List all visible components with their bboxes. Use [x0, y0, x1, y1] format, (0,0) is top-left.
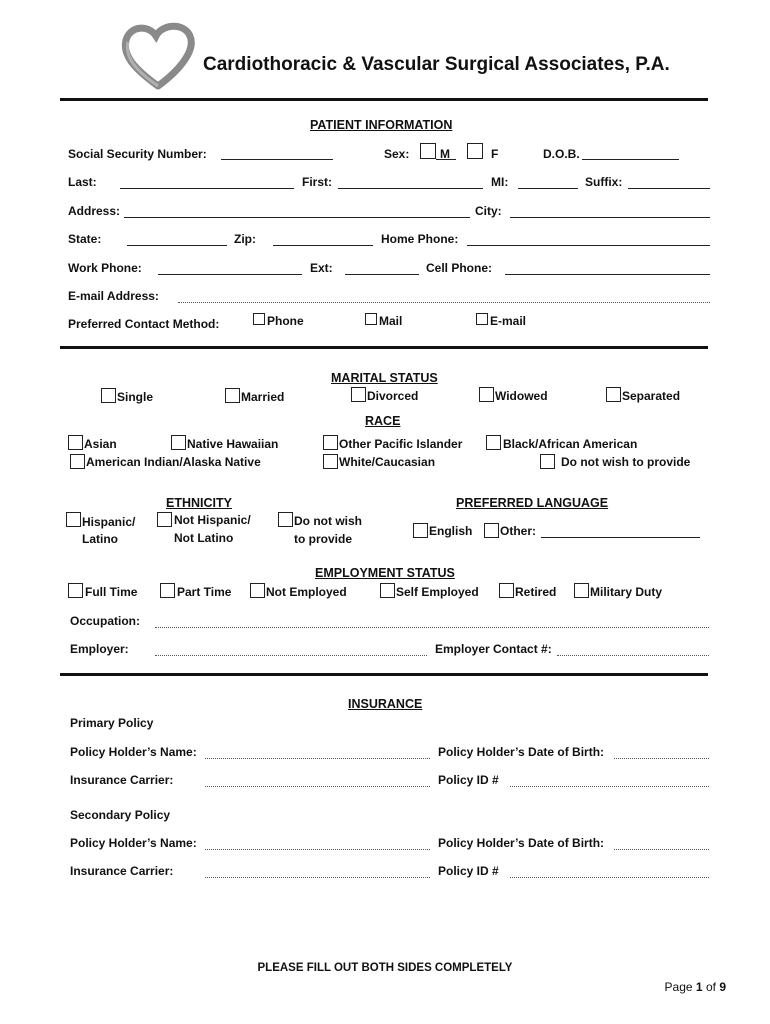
- employment-part-time-checkbox[interactable]: [160, 583, 175, 598]
- primary-carrier-field[interactable]: [205, 786, 430, 787]
- state-label: State:: [68, 232, 102, 246]
- race-black-checkbox[interactable]: [486, 435, 501, 450]
- email-field[interactable]: [178, 302, 710, 303]
- ethnicity-not-hispanic-label-2: Not Latino: [174, 531, 234, 545]
- race-asian-label: Asian: [84, 437, 117, 451]
- secondary-policy-id-field[interactable]: [510, 877, 709, 878]
- last-name-label: Last:: [68, 175, 97, 189]
- home-phone-field[interactable]: [467, 245, 710, 246]
- last-name-field[interactable]: [120, 188, 294, 189]
- heart-logo-icon: [118, 22, 198, 94]
- primary-holder-name-field[interactable]: [205, 758, 430, 759]
- ssn-label: Social Security Number:: [68, 147, 207, 161]
- occupation-label: Occupation:: [70, 614, 141, 628]
- preferred-contact-label: Preferred Contact Method:: [68, 317, 220, 331]
- employment-part-time-label: Part Time: [177, 585, 232, 599]
- language-other-checkbox[interactable]: [484, 523, 499, 538]
- ext-label: Ext:: [310, 261, 333, 275]
- contact-mail-checkbox[interactable]: [365, 313, 377, 325]
- language-english-checkbox[interactable]: [413, 523, 428, 538]
- first-name-field[interactable]: [338, 188, 483, 189]
- secondary-carrier-field[interactable]: [205, 877, 430, 878]
- secondary-policy-label: Secondary Policy: [70, 808, 171, 822]
- marital-separated-label: Separated: [622, 389, 681, 403]
- state-field[interactable]: [127, 245, 227, 246]
- employer-contact-field[interactable]: [557, 655, 709, 656]
- employment-military-label: Military Duty: [590, 585, 663, 599]
- employment-heading: EMPLOYMENT STATUS: [315, 566, 455, 580]
- header-divider: [60, 98, 708, 101]
- ext-field[interactable]: [345, 274, 419, 275]
- employment-self-employed-label: Self Employed: [396, 585, 479, 599]
- ethnicity-not-hispanic-checkbox[interactable]: [157, 512, 172, 527]
- primary-holder-dob-label: Policy Holder’s Date of Birth:: [438, 745, 605, 759]
- race-native-hawaiian-checkbox[interactable]: [171, 435, 186, 450]
- race-american-indian-checkbox[interactable]: [70, 454, 85, 469]
- page-number: [665, 980, 726, 994]
- employment-self-employed-checkbox[interactable]: [380, 583, 395, 598]
- patient-info-heading: PATIENT INFORMATION: [310, 118, 453, 132]
- primary-policy-label: Primary Policy: [70, 716, 154, 730]
- employment-not-employed-label: Not Employed: [266, 585, 347, 599]
- page-total: 9: [719, 980, 726, 994]
- employment-retired-label: Retired: [515, 585, 557, 599]
- race-heading: RACE: [365, 414, 401, 428]
- race-american-indian-label: American Indian/Alaska Native: [86, 455, 261, 469]
- ethnicity-no-provide-label-1: Do not wish: [294, 514, 362, 528]
- secondary-carrier-label: Insurance Carrier:: [70, 864, 174, 878]
- first-name-label: First:: [302, 175, 332, 189]
- race-no-provide-checkbox[interactable]: [540, 454, 555, 469]
- suffix-label: Suffix:: [585, 175, 623, 189]
- sex-label: Sex:: [384, 147, 410, 161]
- zip-label: Zip:: [234, 232, 256, 246]
- race-other-pacific-label: Other Pacific Islander: [339, 437, 463, 451]
- city-label: City:: [475, 204, 502, 218]
- primary-holder-dob-field[interactable]: [614, 758, 709, 759]
- contact-phone-checkbox[interactable]: [253, 313, 265, 325]
- secondary-holder-dob-field[interactable]: [614, 849, 709, 850]
- employment-retired-checkbox[interactable]: [499, 583, 514, 598]
- dob-label: D.O.B.: [543, 147, 580, 161]
- sex-f-checkbox[interactable]: [467, 143, 483, 159]
- ethnicity-not-hispanic-label-1: Not Hispanic/: [174, 513, 251, 527]
- page-prefix: Page: [664, 980, 693, 994]
- secondary-holder-name-label: Policy Holder’s Name:: [70, 836, 197, 850]
- sex-f-label: F: [491, 147, 499, 161]
- race-native-hawaiian-label: Native Hawaiian: [187, 437, 279, 451]
- address-field[interactable]: [124, 217, 470, 218]
- race-other-pacific-checkbox[interactable]: [323, 435, 338, 450]
- secondary-holder-name-field[interactable]: [205, 849, 430, 850]
- race-white-label: White/Caucasian: [339, 455, 436, 469]
- marital-married-label: Married: [241, 390, 285, 404]
- employment-full-time-checkbox[interactable]: [68, 583, 83, 598]
- work-phone-label: Work Phone:: [68, 261, 142, 275]
- marital-separated-checkbox[interactable]: [606, 387, 621, 402]
- race-asian-checkbox[interactable]: [68, 435, 83, 450]
- marital-widowed-label: Widowed: [495, 389, 548, 403]
- footer-note: PLEASE FILL OUT BOTH SIDES COMPLETELY: [257, 962, 513, 974]
- section-divider: [60, 346, 708, 349]
- ssn-field[interactable]: [221, 159, 333, 160]
- contact-email-checkbox[interactable]: [476, 313, 488, 325]
- marital-married-checkbox[interactable]: [225, 388, 240, 403]
- insurance-heading: INSURANCE: [348, 697, 423, 711]
- language-heading: PREFERRED LANGUAGE: [456, 496, 609, 510]
- marital-divorced-label: Divorced: [367, 389, 419, 403]
- language-other-label: Other:: [500, 524, 536, 538]
- employer-label: Employer:: [70, 642, 129, 656]
- dob-field[interactable]: [582, 159, 679, 160]
- sex-m-checkbox[interactable]: [420, 143, 436, 159]
- cell-phone-label: Cell Phone:: [426, 261, 493, 275]
- employment-not-employed-checkbox[interactable]: [250, 583, 265, 598]
- employer-field[interactable]: [155, 655, 427, 656]
- language-other-field[interactable]: [541, 537, 700, 538]
- page-of: of: [705, 980, 716, 994]
- employer-contact-label: Employer Contact #:: [435, 642, 552, 656]
- race-black-label: Black/African American: [503, 437, 638, 451]
- ethnicity-hispanic-checkbox[interactable]: [66, 512, 81, 527]
- race-white-checkbox[interactable]: [323, 454, 338, 469]
- contact-mail-label: Mail: [379, 314, 403, 328]
- marital-single-checkbox[interactable]: [101, 388, 116, 403]
- language-english-label: English: [429, 524, 473, 538]
- primary-policy-id-field[interactable]: [510, 786, 709, 787]
- marital-widowed-checkbox[interactable]: [479, 387, 494, 402]
- race-no-provide-label: Do not wish to provide: [561, 455, 691, 469]
- ethnicity-hispanic-label-1: Hispanic/: [82, 515, 136, 529]
- ethnicity-hispanic-label-2: Latino: [82, 532, 118, 546]
- secondary-holder-dob-label: Policy Holder’s Date of Birth:: [438, 836, 605, 850]
- email-label: E-mail Address:: [68, 289, 159, 303]
- primary-carrier-label: Insurance Carrier:: [70, 773, 174, 787]
- mi-label: MI:: [491, 175, 509, 189]
- address-label: Address:: [68, 204, 121, 218]
- page-title: Cardiothoracic & Vascular Surgical Associates, P.A.: [203, 54, 670, 75]
- city-field[interactable]: [510, 217, 710, 218]
- primary-holder-name-label: Policy Holder’s Name:: [70, 745, 197, 759]
- ethnicity-no-provide-label-2: to provide: [294, 532, 353, 546]
- mi-field[interactable]: [518, 188, 578, 189]
- occupation-field[interactable]: [155, 627, 709, 628]
- insurance-divider: [60, 673, 708, 676]
- contact-phone-label: Phone: [267, 314, 304, 328]
- page-current: 1: [695, 980, 703, 994]
- marital-single-label: Single: [117, 390, 154, 404]
- marital-divorced-checkbox[interactable]: [351, 387, 366, 402]
- ethnicity-no-provide-checkbox[interactable]: [278, 512, 293, 527]
- work-phone-field[interactable]: [158, 274, 302, 275]
- secondary-policy-id-label: Policy ID #: [438, 864, 499, 878]
- employment-military-checkbox[interactable]: [574, 583, 589, 598]
- sex-m-label: M: [440, 147, 450, 161]
- cell-phone-field[interactable]: [505, 274, 710, 275]
- suffix-field[interactable]: [628, 188, 710, 189]
- primary-policy-id-label: Policy ID #: [438, 773, 499, 787]
- home-phone-label: Home Phone:: [381, 232, 459, 246]
- contact-email-label: E-mail: [490, 314, 527, 328]
- employment-full-time-label: Full Time: [85, 585, 138, 599]
- zip-field[interactable]: [273, 245, 373, 246]
- marital-heading: MARITAL STATUS: [331, 371, 438, 385]
- ethnicity-heading: ETHNICITY: [166, 496, 232, 510]
